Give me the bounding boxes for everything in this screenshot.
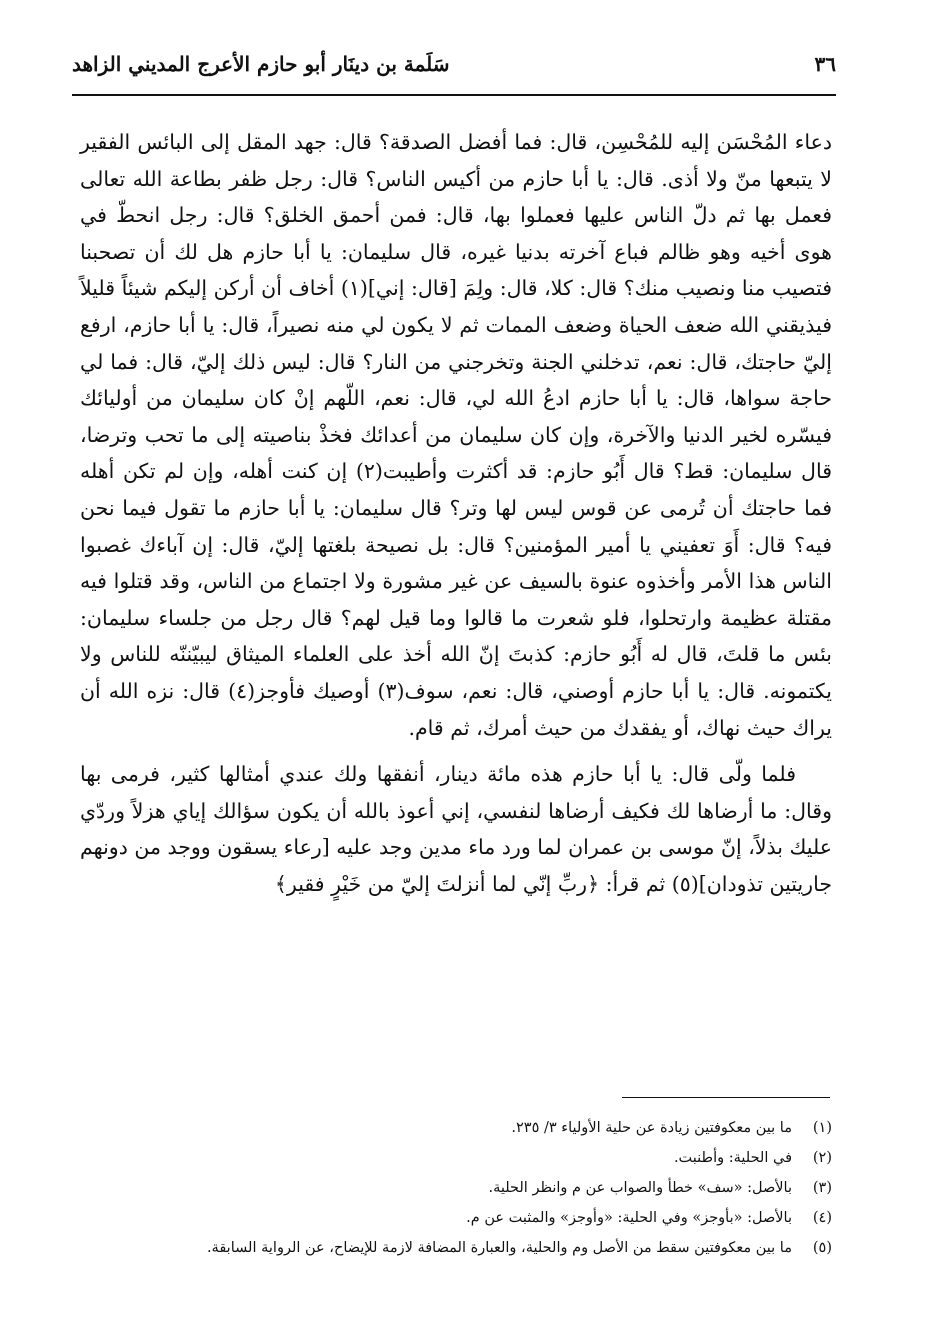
footnote-number: (٣) bbox=[812, 1180, 832, 1196]
footnote-number: (٢) bbox=[812, 1150, 832, 1166]
header-divider bbox=[72, 94, 836, 96]
footnote bbox=[80, 1233, 832, 1263]
footnote-number: (٤) bbox=[812, 1210, 832, 1226]
main-text bbox=[80, 124, 832, 902]
footnote bbox=[80, 1203, 832, 1233]
footnote-text: بالأصل: «بأوجز» وفي الحلية: «وأوجز» والمثبت عن م. bbox=[466, 1210, 792, 1226]
footnote-text: ما بين معكوفتين سقط من الأصل وم والحلية، والعبارة المضافة لازمة للإيضاح، عن الرواية السابقة. bbox=[206, 1240, 792, 1256]
footnote-divider bbox=[622, 1097, 830, 1098]
footnote-number: (٥) bbox=[812, 1240, 832, 1256]
paragraph: فلما ولّى قال: يا أبا حازم هذه مائة دينار، أنفقها ولك عندي أمثالها كثير، فرمى بها وقال: ما أرضاها لك فكيف أرضاها لنفسي، إني أعوذ بالله أن يكون سؤالك إياي هزلاً وردّي عليك بذلاً، إنّ موسى بن عمران لما ورد ماء مدين وجد عليه [رعاء يسقون ووجد من دونهم جاريتين تذودان](٥) ثم قرأ: ﴿ربِّ إنّي لما أنزلتَ إليّ من خَيْرٍ فقير﴾ bbox=[80, 762, 832, 896]
paragraph: دعاء المُحْسَن إليه للمُحْسِن، قال: فما أفضل الصدقة؟ قال: جهد المقل إلى البائس الفقير لا يتبعها منّ ولا أذى. قال: يا أبا حازم من أكيس الناس؟ قال: رجل ظفر بطاعة الله تعالى فعمل بها ثم دلّ الناس عليها فعملوا بها، قال: فمن أحمق الخلق؟ قال: رجل انحطّ في هوى أخيه وهو ظالم فباع آخرته بدنيا غيره، قال سليمان: يا أبا حازم هل لك أن تصحبنا فتصيب منا ونصيب منك؟ قال: كلا، قال: ولِمَ [قال: إني](١) أخاف أن أركن إليكم شيئاً قليلاً فيذيقني الله ضعف الحياة وضعف الممات ثم لا يكون لي منه نصيراً، قال: يا أبا حازم، ارفع إليّ حاجتك، قال: نعم، تدخلني الجنة وتخرجني من النار؟ قال: ليس ذلك إليّ، قال: فما لي حاجة سواها، قال: يا أبا حازم ادعُ الله لي، قال: نعم، اللّهم إنْ كان سليمان من أوليائك فيسّره لخير الدنيا والآخرة، وإن كان سليمان من أعدائك فخذْ بناصيته إلى ما تحب وترضا، قال سليمان: قط؟ قال أَبُو حازم: قد أكثرت وأطيبت(٢) إن كنت أهله، وإن لم تكن أهله فما حاجتك أن تُرمى عن قوس ليس لها وتر؟ قال سليمان: يا أبا حازم ما تقول فيما نحن فيه؟ قال: أَوَ تعفيني يا أمير المؤمنين؟ قال: بل نصيحة بلغتها إليّ، قال: إن آباءك غصبوا الناس هذا الأمر وأخذوه عنوة بالسيف عن غير مشورة ولا اجتماع من الناس، وقد قتلوا فيه مقتلة عظيمة وارتحلوا، فلو شعرت ما قالوا وما قيل لهم؟ قال رجل من جلساء سليمان: بئس ما قلتَ، قال له أَبُو حازم: كذبتَ إنّ الله أخذ على العلماء الميثاق ليبيّننّه للناس ولا يكتمونه. قال: يا أبا حازم أوصني، قال: نعم، سوف(٣) أوصيك فأوجز(٤) قال: نزه الله أن يراك حيث نهاك، أو يفقدك من حيث أمرك، ثم قام. bbox=[80, 130, 832, 740]
running-title: سَلَمة بن دينَار أبو حازم الأعرج المديني الزاهد bbox=[72, 52, 450, 76]
footnote-text: ما بين معكوفتين زيادة عن حلية الأولياء ٣/ ٢٣٥. bbox=[511, 1120, 792, 1136]
footnotes bbox=[80, 1113, 832, 1263]
footnote-text: في الحلية: وأطنبت. bbox=[673, 1150, 792, 1166]
footnote-text: بالأصل: «سف» خطأ والصواب عن م وانظر الحلية. bbox=[488, 1180, 792, 1196]
page-number: ٣٦ bbox=[814, 52, 836, 76]
footnote bbox=[80, 1173, 832, 1203]
footnote-number: (١) bbox=[812, 1120, 832, 1136]
page-header bbox=[72, 52, 836, 76]
footnote bbox=[80, 1113, 832, 1143]
footnote bbox=[80, 1143, 832, 1173]
